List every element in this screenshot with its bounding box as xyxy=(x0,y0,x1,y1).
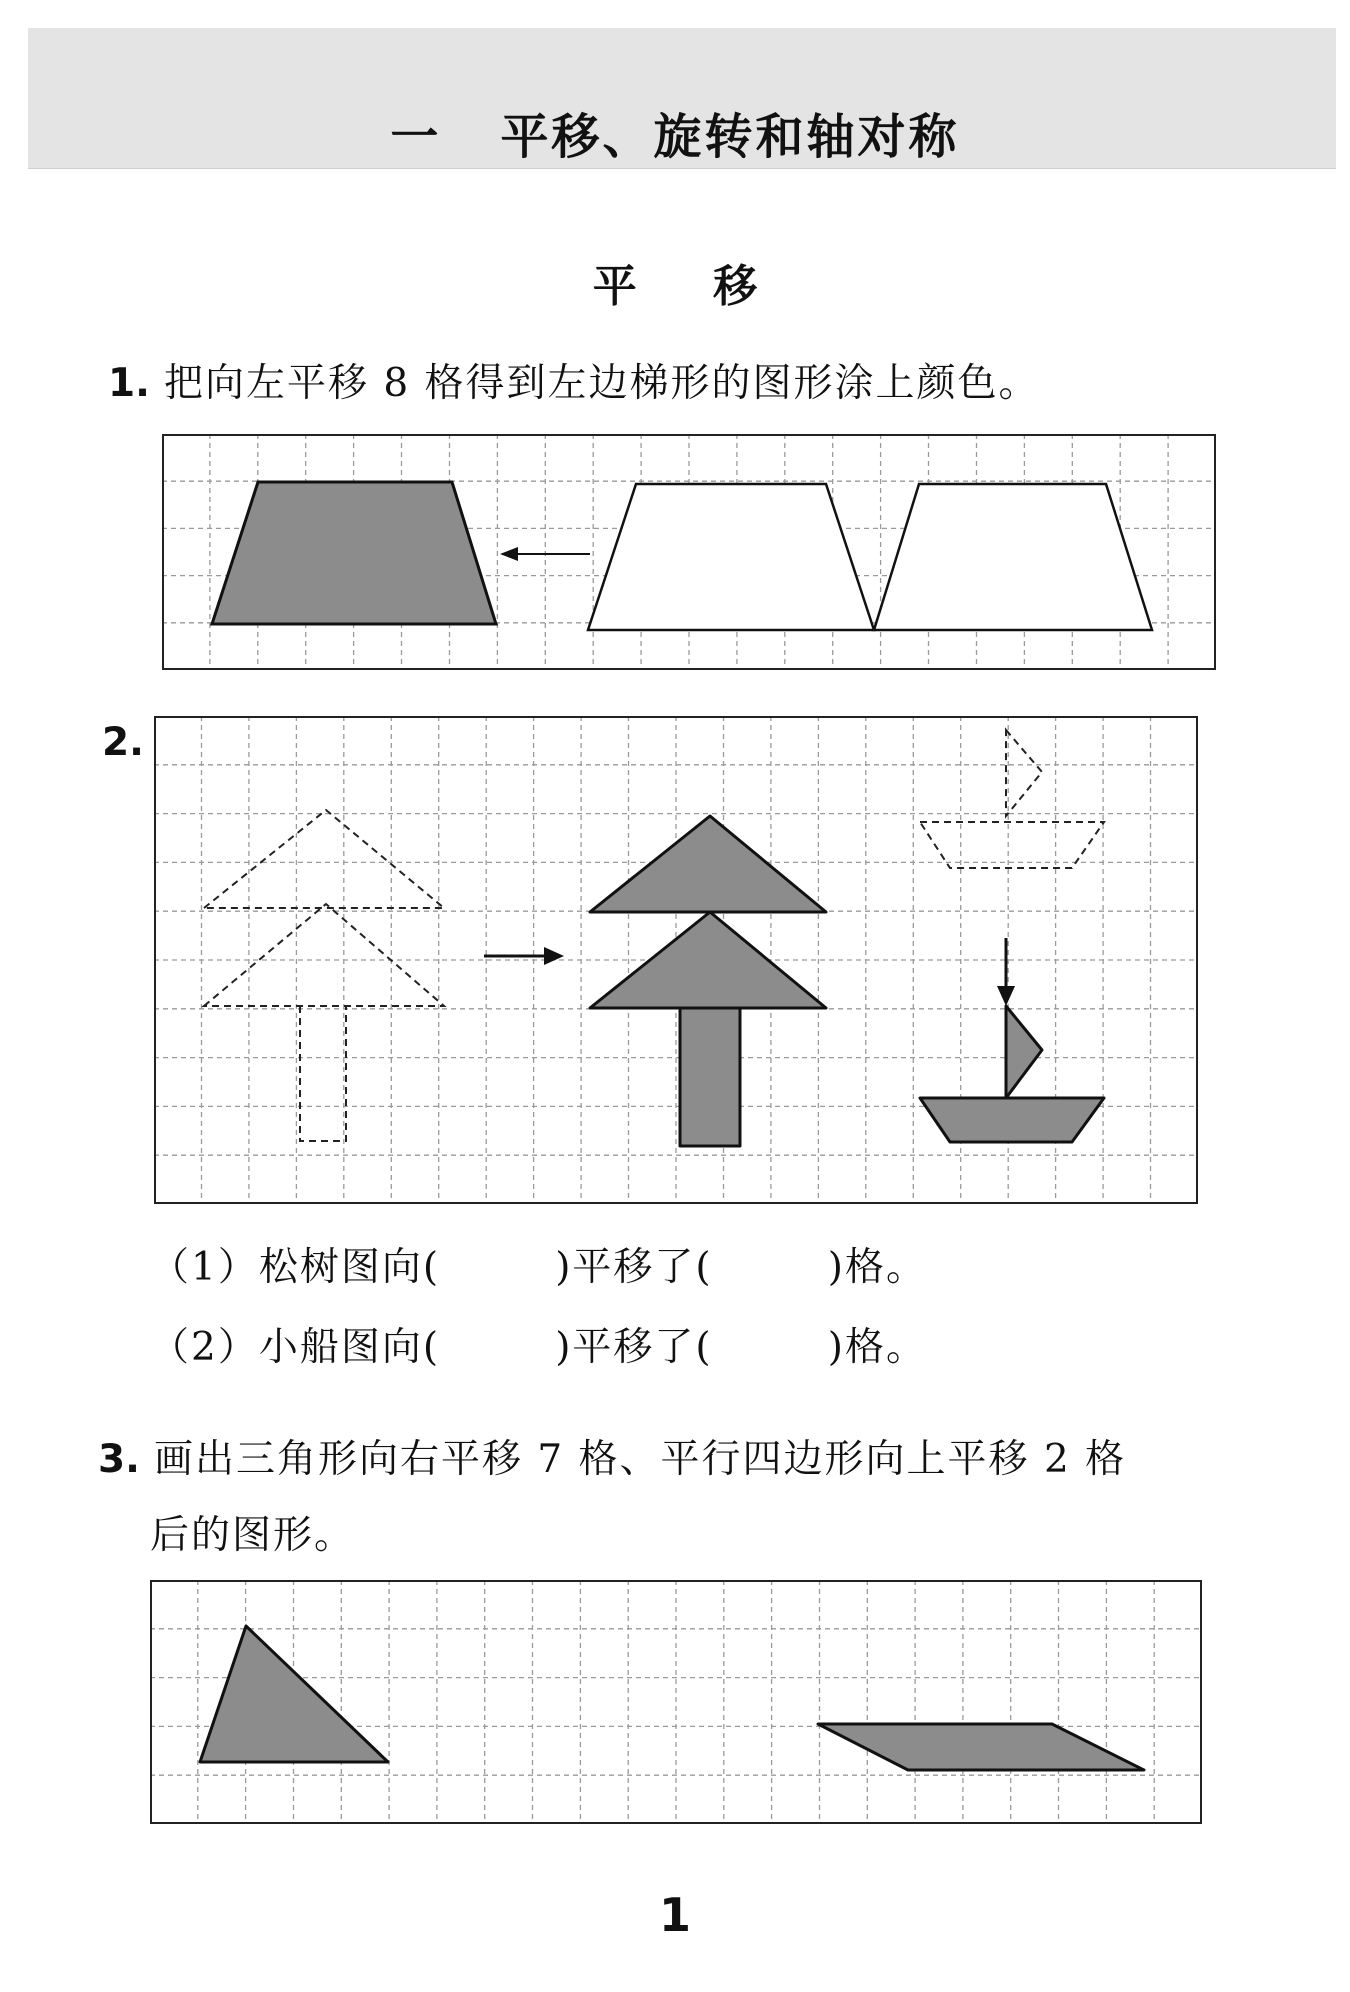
question-3-text-line1: 画出三角形向右平移 7 格、平行四边形向上平移 2 格 xyxy=(153,1437,1127,1482)
question-1-number: 1. xyxy=(108,361,150,406)
question-3-grid xyxy=(150,1580,1202,1824)
right-arrow-head xyxy=(544,947,564,965)
chapter-title: 一 平移、旋转和轴对称 xyxy=(390,109,960,165)
question-3-number: 3. xyxy=(98,1437,140,1482)
question-1 xyxy=(108,352,1040,408)
page-number: 1 xyxy=(658,1888,691,1942)
pine-tree-original-dashed xyxy=(204,810,444,1141)
boat-translated-shaded xyxy=(920,1006,1104,1142)
question-3 xyxy=(98,1428,1126,1484)
down-arrow-head xyxy=(997,986,1015,1006)
subquestion-2-1: （1）松树图向( )平移了( )格。 xyxy=(150,1245,928,1290)
subquestion-2-2: （2）小船图向( )平移了( )格。 xyxy=(150,1325,928,1370)
question-1-text: 把向左平移 8 格得到左边梯形的图形涂上颜色。 xyxy=(163,361,1040,406)
pine-tree-translated-shaded xyxy=(590,816,826,1146)
question-2-number: 2. xyxy=(102,720,144,765)
left-arrow-head xyxy=(500,547,518,561)
question-2 xyxy=(102,720,158,765)
shaded-trapezoid xyxy=(212,482,496,624)
question-1-grid xyxy=(162,434,1216,670)
outline-trapezoid-a xyxy=(588,484,874,630)
question-3-line2 xyxy=(150,1504,355,1560)
outline-trapezoid-b xyxy=(874,484,1152,630)
question-2-grid xyxy=(154,716,1198,1204)
section-title: 平 移 xyxy=(592,261,758,312)
boat-original-dashed xyxy=(920,730,1104,868)
question-3-text-line2: 后的图形。 xyxy=(150,1513,356,1558)
